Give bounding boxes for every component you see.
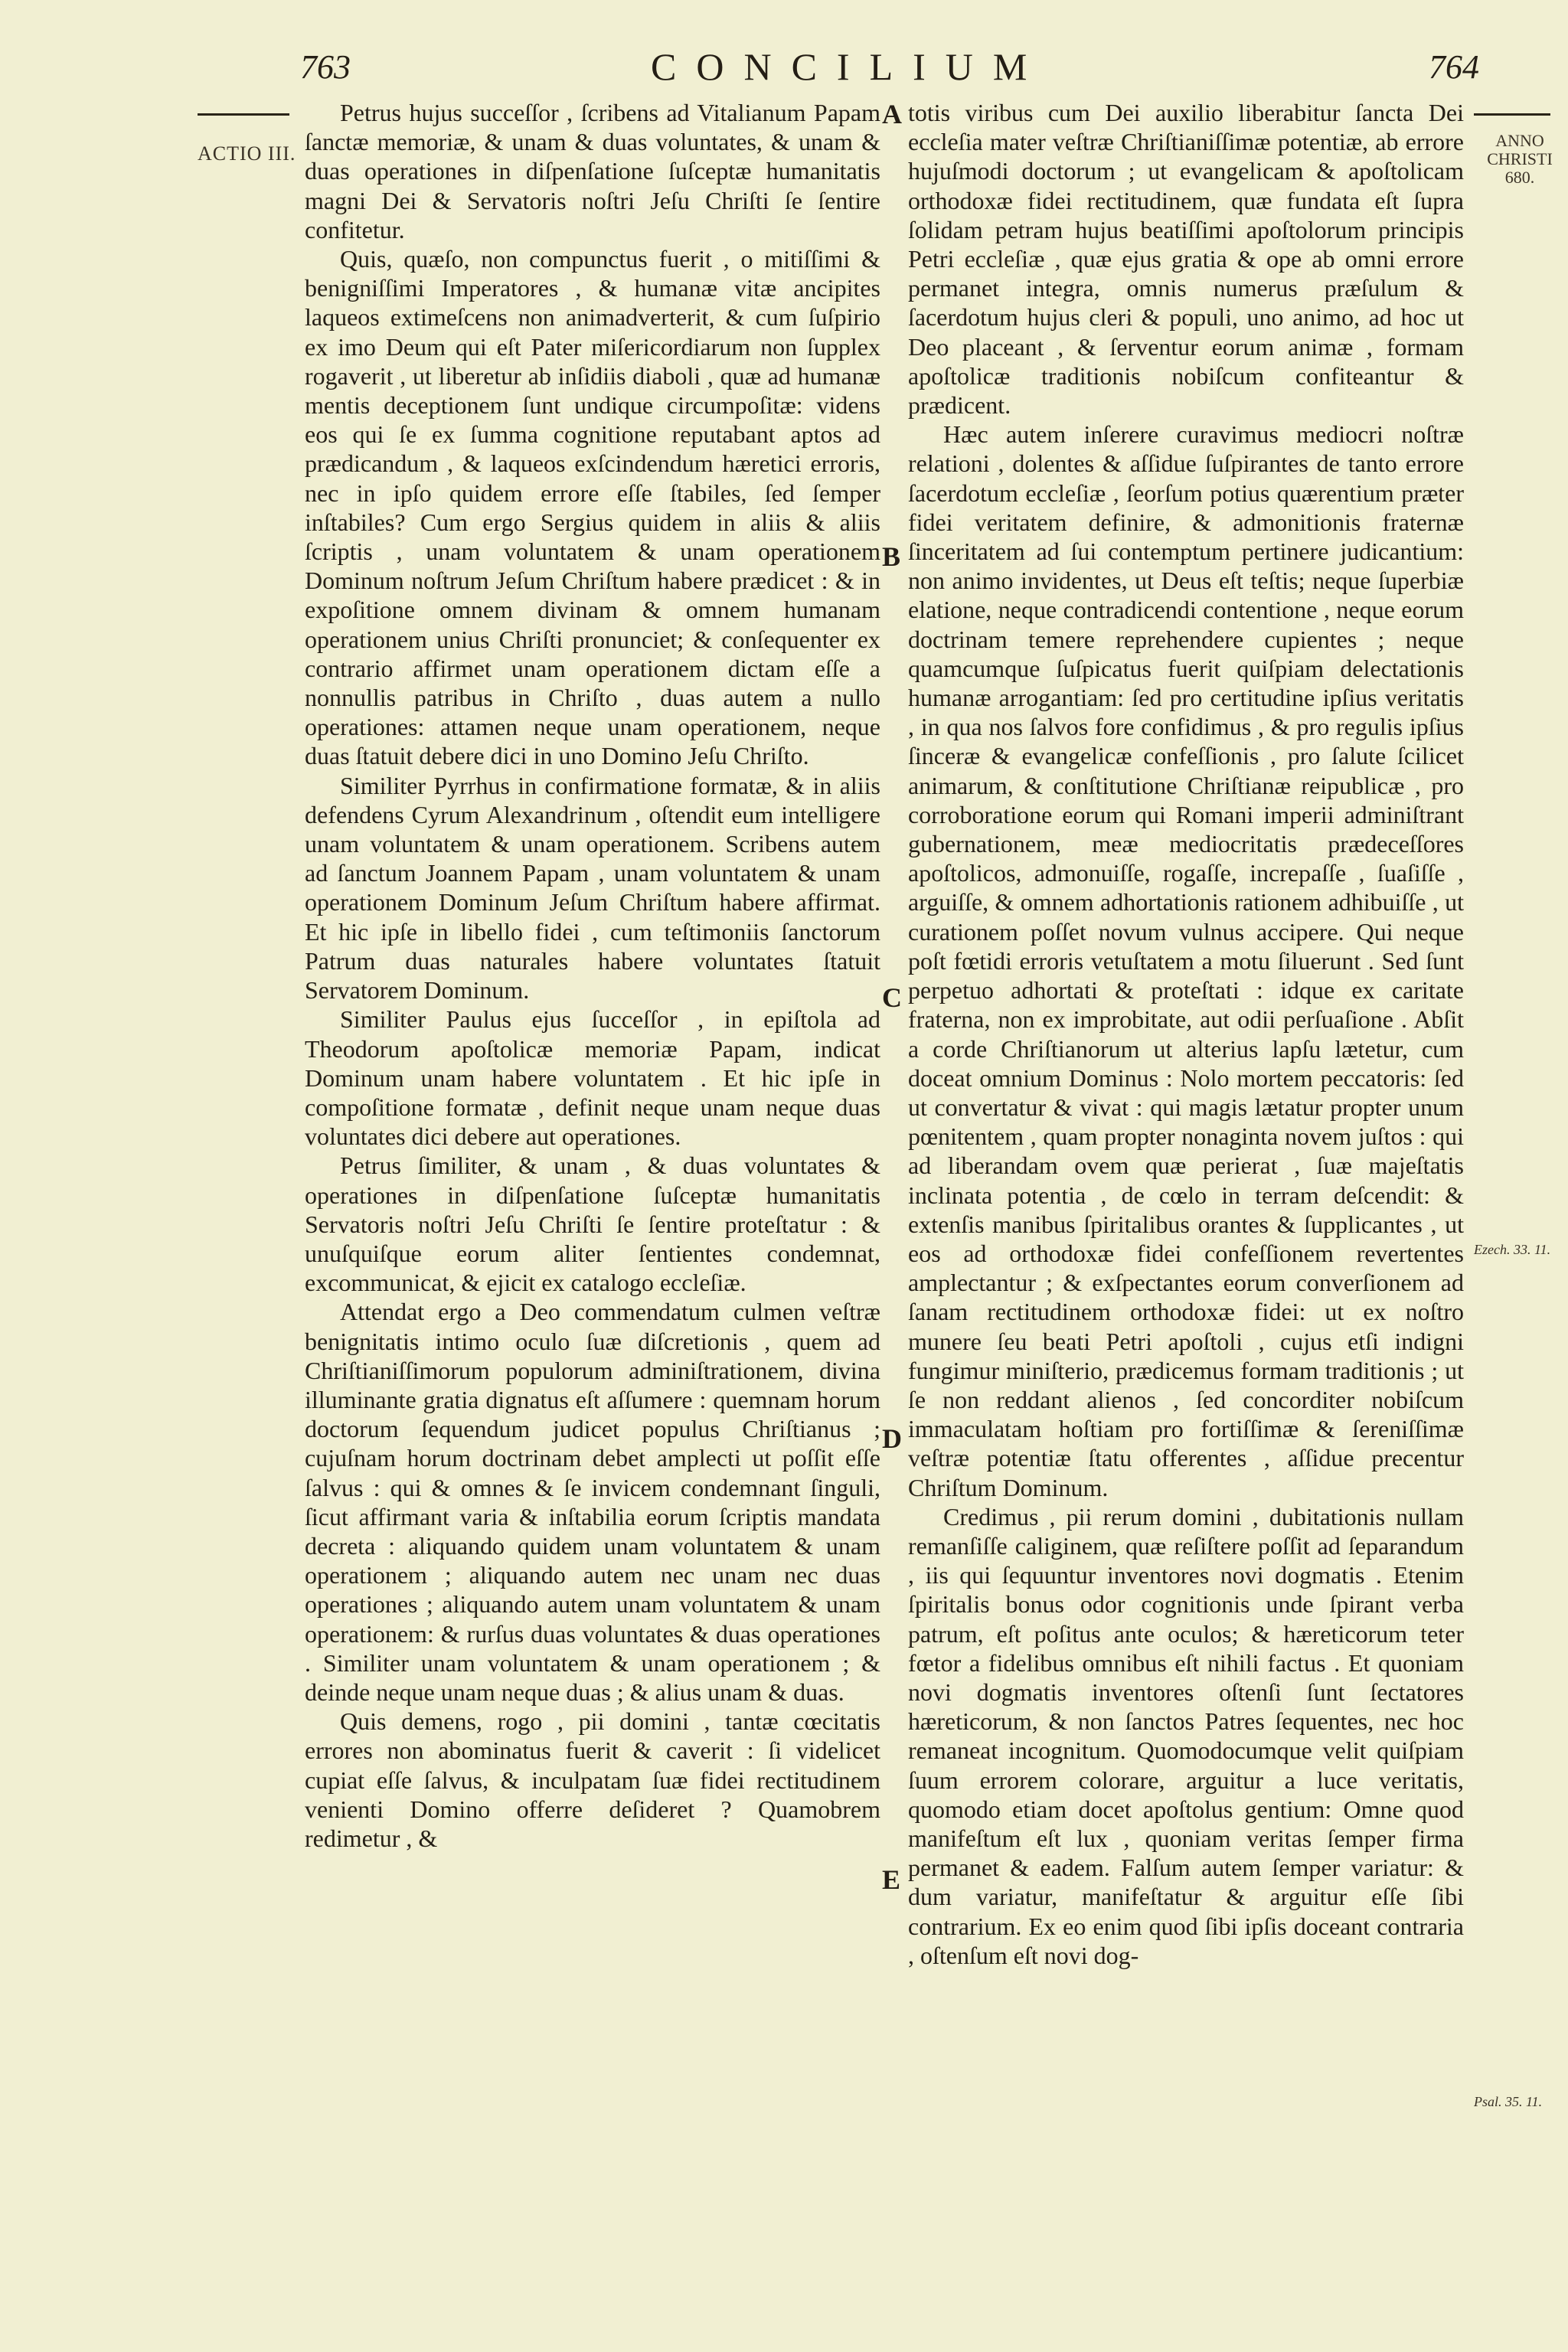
margin-psalm-reference: Psal. 35. 11.	[1474, 2094, 1543, 2109]
paragraph: Hæc autem inſerere curavimus mediocri noſtræ relationi , dolentes & aſſidue ſuſpirantes de tanto errore ſacerdotum eccleſiæ , ſeorſum potius quærentium præter fidei veritatem definire, & admonitionis fraternæ ſinceritatem ad ſui contemptum pertinere judicantium: non animo invidentes, ut Deus eſt teſtis; neque ſuperbiæ elatione, neque contradicendi contentione , neque eorum doctrinam temere reprehendere cupientes ; neque quamcumque ſuſpicatus fuerit quiſpiam delectationis humanæ arrogantiam: ſed pro certitudine ipſius veritatis , in qua nos ſalvos fore confidimus , & pro regulis ipſius ſinceræ & evangelicæ confeſſionis , pro ſalute ſcilicet animarum, & conſtitutione Chriſtianæ reipublicæ , pro corroboratione eorum qui Romani imperii adminiſtrant gubernationem, meæ mediocritatis prædeceſſores apoſtolicos, admonuiſſe, rogaſſe, increpaſſe , ſuaſiſſe , arguiſſe, & omnem adhortationis rationem adhibuiſſe , ut curationem poſſet novum vulnus accipere. Qui neque poſt fœtidi erroris vetuſtatem a motu ſiluerunt . Sed ſunt perpetuo adhortati & proteſtati : idque ex caritate fraterna, non ex improbitate, aut odii perſuaſione . Abſit a corde Chriſtianorum ut alterius lapſu lætetur, cum doceat omnium Dominus : Nolo mortem peccatoris: ſed ut convertatur & vivat : qui magis lætatur propter unum pœnitentem , quam propter nonaginta novem juſtos : qui ad liberandam ovem quæ perierat , ſuæ majeſtatis inclinata potentia , de cœlo in terram deſcendit: & extenſis manibus ſpiritalibus orantes & ſupplicantes , ut eos ad orthodoxæ fidei confeſſionem revertentes amplectantur ; & exſpectantes eorum converſionem ad ſanam rectitudinem orthodoxæ fidei: ut ex noſtro munere ſeu beati Petri apoſtoli , cujus etſi indigni fungimur miniſterio, prædicemus formam traditionis ; ut ſe non reddant alienos , ſed concorditer nobiſcum immaculatam hoſtiam pro fortiſſimæ & ſereniſſimæ veſtræ potentiæ ſtatu offerentes , aſſidue precentur Chriſtum Dominum.	[908, 420, 1464, 1501]
margin-anno	[1481, 132, 1558, 187]
paragraph: Similiter Pyrrhus in confirmatione formatæ, & in aliis defendens Cyrum Alexandrinum , oſtendit eum intelligere unam voluntatem & unam operationem. Scribens autem ad ſanctum Joannem Papam , unam voluntatem & unam operationem Dominum Jeſum Chriſtum habere affirmat. Et hic ipſe in libello fidei , cum teſtimoniis ſanctorum Patrum duas naturales habere voluntates ſtatuit Servatorem Dominum.	[305, 771, 880, 1004]
margin-ezech-reference: Ezech. 33. 11.	[1474, 1242, 1551, 1257]
right-column	[908, 98, 1464, 1970]
page-number-left: 763	[300, 48, 351, 86]
paragraph: Petrus hujus succeſſor , ſcribens ad Vitalianum Papam ſanctæ memoriæ, & unam & duas voluntates, & unam & duas operationes in diſpenſatione ſuſceptæ humanitatis magni Dei & Servatoris noſtri Jeſu Chriſti ſe ſentire confitetur.	[305, 99, 880, 243]
section-letter-d: D	[882, 1423, 902, 1454]
paragraph: Quis demens, rogo , pii domini , tantæ cœcitatis errores non abominatus fuerit & caverit : ſi videlicet cupiat eſſe ſalvus, & inculpatam ſuæ fidei rectitudinem venienti Domino offerre deſideret ? Quamobrem redimetur , &	[305, 1707, 880, 1852]
dash-rule-right	[1474, 113, 1550, 116]
margin-actio: ACTIO III.	[198, 142, 296, 165]
paragraph: Quis, quæſo, non compunctus fuerit , o mitiſſimi & benigniſſimi Imperatores , & humanæ vitæ ancipites laqueos extimeſcens non animadverterit, & cum ſuſpirio ex imo Deum qui eſt Pater miſericordiarum non ſupplex rogaverit , ut liberetur ab inſidiis diaboli , quæ ad humanæ mentis deceptionem ſunt undique circumpoſitæ: videns eos qui ſe ex ſumma cognitione reputabant aptos ad prædicandum , & laqueos exſcindendum hæretici erroris, nec in ipſo quidem errore eſſe ſtabiles, ſed ſemper inſtabiles? Cum ergo Sergius quidem in aliis & aliis ſcriptis , unam voluntatem & unam operationem Dominum noſtrum Jeſum Chriſtum habere prædicet : & in expoſitione omnem divinam & omnem humanam operationem unius Chriſti pronunciet; & conſequenter ex contrario affirmet unam operationem dictam eſſe a nonnullis patribus in Chriſto , duas autem a nullo operationes: attamen neque unam operationem, neque duas ſtatuit debere dici in uno Domino Jeſu Chriſto.	[305, 245, 880, 770]
left-column	[305, 98, 880, 1853]
anno-line1: ANNO	[1495, 131, 1544, 150]
section-letter-a: A	[882, 99, 902, 129]
dash-rule-left	[198, 113, 289, 116]
paragraph: Petrus ſimiliter, & unam , & duas voluntates & operationes in diſpenſatione ſuſceptæ humanitatis Servatoris noſtri Jeſu Chriſti ſe ſentire proteſtatur : & unuſquiſque eorum aliter ſentientes condemnat, excommunicat, & ejicit ex catalogo eccleſiæ.	[305, 1152, 880, 1297]
section-letter-b: B	[882, 541, 901, 572]
paragraph: Attendat ergo a Deo commendatum culmen veſtræ benignitatis intimo oculo ſuæ diſcretionis , quem ad Chriſtianiſſimorum populorum adminiſtrationem, divina illuminante gratia dignatus eſt aſſumere : quemnam horum doctorum ſequendum judicet populus Chriſtianus ; cujuſnam horum doctrinam debet amplecti ut poſſit eſſe ſalvus : qui & omnes & ſe invicem condemnant ſinguli, ſicut affirmant varia & inſtabilia eorum ſcriptis mandata decreta : aliquando quidem unam voluntatem & unam operationem ; aliquando autem nec unam nec duas operationes ; aliquando autem unam voluntatem & unam operationem: & rurſus duas voluntates & duas operationes . Similiter unam voluntatem & unam operationem ; & deinde neque unam neque duas ; & alius unam & duas.	[305, 1298, 880, 1706]
paragraph: Similiter Paulus ejus ſucceſſor , in epiſtola ad Theodorum apoſtolicæ memoriæ Papam, indicat Dominum unam habere voluntatem . Et hic ipſe in compoſitione formatæ , definit neque unam neque duas voluntates dici debere aut operationes.	[305, 1005, 880, 1151]
section-letter-c: C	[882, 982, 902, 1013]
anno-line2: CHRISTI	[1487, 149, 1553, 168]
anno-year: 680.	[1504, 168, 1535, 187]
page-number-right: 764	[1429, 48, 1479, 86]
paragraph: totis viribus cum Dei auxilio liberabitur ſancta Dei eccleſia mater veſtræ Chriſtianiſſimæ potentiæ, ab errore hujuſmodi doctorum ; ut evangelicam & apoſtolicam orthodoxæ fidei rectitudinem, quæ fundata eſt ſupra ſolidam petram hujus beatiſſimi apoſtolorum principis Petri eccleſiæ , quæ ejus gratia & ope ab omni errore permanet integra, omnis numerus præſulum & ſacerdotum hujus cleri & populi, uno animo, ad hoc ut Deo placeant , & ſerventur eorum animæ , formam apoſtolicæ traditionis nobiſcum confiteantur & prædicent.	[908, 99, 1464, 420]
running-title: CONCILIUM	[651, 45, 1047, 88]
section-letter-e: E	[882, 1864, 901, 1895]
paragraph: Credimus , pii rerum domini , dubitationis nullam remanſiſſe caliginem, quæ reſiſtere poſſit ad ſeparandum , iis qui ſequuntur inventores novi dogmatis . Etenim ſpiritalis bonus odor cognitionis unde ſpirant verba patrum, eſt poſitus ante oculos; & hæreticorum teter fœtor a fidelibus omnibus eſt nihili factus . Et quoniam novi dogmatis inventores oſtenſi ſunt ſectatores hæreticorum, & non ſanctos Patres ſequentes, nec hoc remaneat incognitum. Quomodocumque velit quiſpiam ſuum errorem colorare, arguitur a luce veritatis, quomodo etiam docet apoſtolus gentium: Omne quod manifeſtum eſt lux , quoniam veritas ſemper firma permanet & eadem. Falſum autem ſemper variatur: & dum variatur, manifeſtatur & arguitur eſſe ſibi contrarium. Ex eo enim quod ſibi ipſis doceant contraria , oſtenſum eſt novi dog-	[908, 1502, 1464, 1969]
